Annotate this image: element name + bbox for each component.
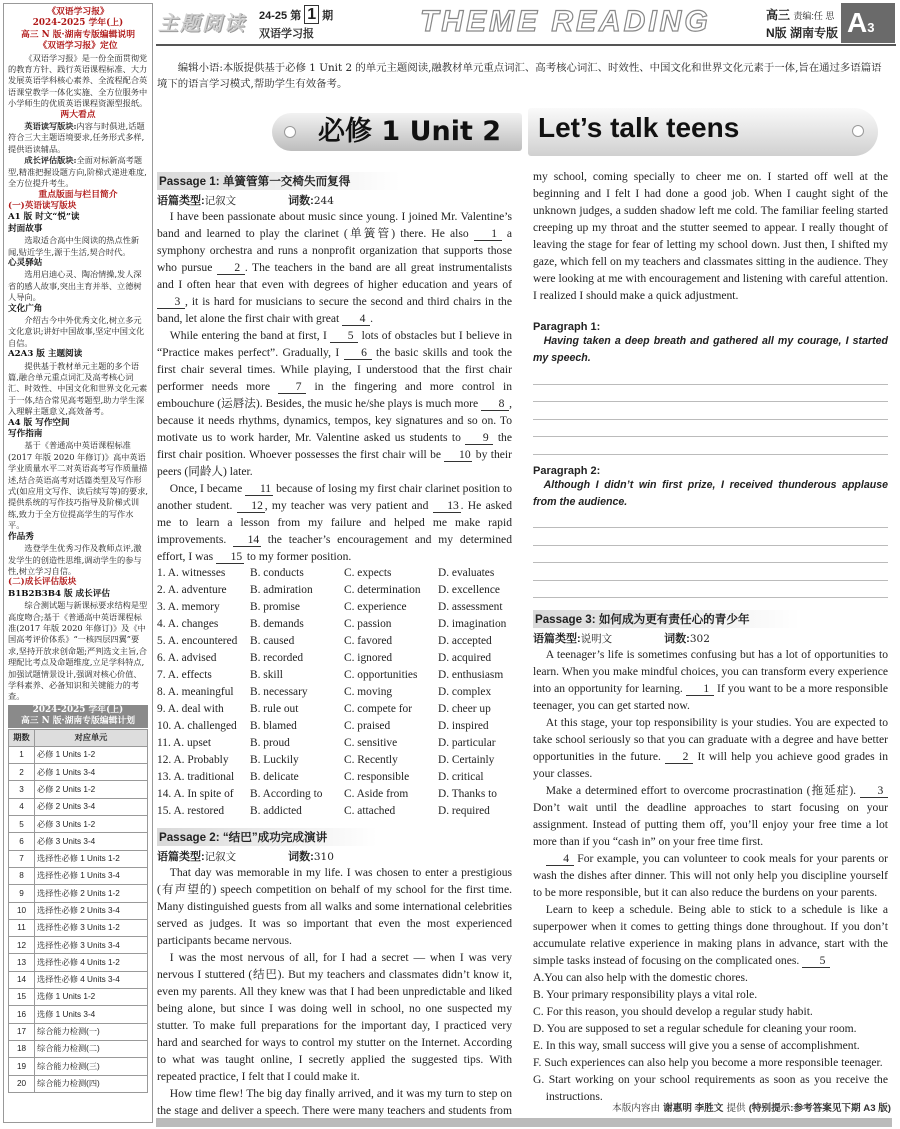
- sidebar-year: 2024-2025 学年(上): [32, 18, 124, 29]
- plan-unit: 选择性必修 3 Units 1-2: [35, 919, 148, 936]
- answer-option[interactable]: 5. A. encountered: [157, 635, 238, 647]
- unit-title: 必修 1 Unit 2: [318, 116, 502, 147]
- passage-3-para-1: A teenager’s life is sometimes confusing but has a lot of opportunities to learn. When you make mindful choices, you can transform every experience into an opportunity for learning. 1 If you want to be a more responsible teenager, you can get started now.: [533, 648, 888, 712]
- writing-line[interactable]: [533, 546, 888, 564]
- answer-blank[interactable]: 1: [474, 227, 502, 241]
- plan-row: [9, 971, 148, 988]
- answer-option[interactable]: B. proud: [250, 737, 290, 749]
- plan-issue-number: 11: [9, 919, 35, 936]
- answer-option[interactable]: C. Aside from: [344, 788, 409, 800]
- answer-option[interactable]: C. praised: [344, 720, 391, 732]
- passage-3-meta: 语篇类型:说明文 词数:302: [533, 633, 710, 645]
- answer-blank[interactable]: 15: [216, 550, 244, 564]
- answer-option[interactable]: B. According to: [250, 788, 323, 800]
- plan-header-unit: 对应单元: [35, 729, 148, 746]
- answer-option[interactable]: B. demands: [250, 618, 304, 630]
- plan-bar-title: 高三 N 版·湖南专版编辑计划: [8, 716, 148, 727]
- writing-line[interactable]: [533, 563, 888, 581]
- plan-unit: 选择性必修 1 Units 1-2: [35, 850, 148, 867]
- sidebar-a4: A4 版 写作空间: [8, 417, 70, 428]
- paragraph-1-start: Having taken a deep breath and gathered all my courage, I started my speech.: [533, 335, 888, 364]
- plan-row: [9, 919, 148, 936]
- plan-issue-number: 8: [9, 867, 35, 884]
- passage-1-para-2: While entering the band at first, I 5 lots of obstacles but I believe in “Practice makes perfect”. Gradually, I 6 the basic skills and took the first chair several times. While playing, I understood that the first chair performer needs more 7 in the fingering and more control in embouchure (运唇法). Besides, the music he/she plays is much more 8 , because it needs rhythms, dynamics, tempos, key signatures and so on. To motivate us to work harder, Mr. Valentine asked us students to 9 the first chair position. Whoever possesses the first chair will be 10 by their peers (同龄人) later.: [157, 329, 512, 478]
- answer-option[interactable]: D. assessment: [438, 601, 503, 613]
- answer-option[interactable]: 8. A. meaningful: [157, 686, 234, 698]
- plan-row: [9, 1075, 148, 1092]
- passage-3-para-2: At this stage, your top responsibility is your studies. You are expected to take school seriously so that you can graduate with a degree and have better opportunities in the future. 2 It will help you achieve good grades in your classes.: [533, 716, 888, 780]
- answer-option[interactable]: 11. A. upset: [157, 737, 211, 749]
- bullet-icon: [852, 125, 864, 137]
- answer-option[interactable]: D. critical: [438, 771, 484, 783]
- sidebar-title: 《双语学习报》: [47, 7, 109, 17]
- plan-unit: 选修 1 Units 1-2: [35, 989, 148, 1006]
- passage-3-para-4: 4 For example, you can volunteer to cook meals for your parents or wash the dishes after dinner. This will not only help you discipline yourself to be more responsible, but it can also reduce the burdens on your parents.: [533, 852, 888, 899]
- answer-option[interactable]: D. imagination: [438, 618, 507, 630]
- plan-issue-number: 14: [9, 971, 35, 988]
- plan-issue-number: 3: [9, 781, 35, 798]
- answer-option[interactable]: C. ignored: [344, 652, 393, 664]
- answer-option[interactable]: 15. A. restored: [157, 805, 225, 817]
- answer-blank[interactable]: 1: [686, 682, 714, 696]
- answer-blank[interactable]: 14: [233, 533, 261, 547]
- plan-issue-number: 5: [9, 816, 35, 833]
- plan-row: [9, 764, 148, 781]
- sidebar-a1b: 心灵驿站: [8, 257, 43, 268]
- sidebar-a2: A2A3 版 主题阅读: [8, 349, 83, 360]
- unit-banner-right: [528, 108, 878, 156]
- sidebar-a4b: 作品秀: [8, 531, 34, 542]
- plan-row: [9, 798, 148, 815]
- passage-2-para-3-continued: [533, 168, 888, 321]
- plan-unit: 综合能力检测(三): [35, 1058, 148, 1075]
- sidebar-a1b-text: 选用启迪心灵、陶冶情操,发人深省的感人故事,突出主育并举、立德树人导向。: [8, 269, 142, 303]
- answer-blank[interactable]: 2: [665, 750, 693, 764]
- writing-line[interactable]: [533, 528, 888, 546]
- plan-issue-number: 20: [9, 1075, 35, 1092]
- plan-unit: 必修 3 Units 1-2: [35, 816, 148, 833]
- plan-row: [9, 816, 148, 833]
- right-column: [533, 168, 888, 1105]
- answer-option[interactable]: 7. A. effects: [157, 669, 212, 681]
- sidebar-a1a-text: 选取适合高中生阅读的热点性新闻,贴近学生,源于生活,契合时代。: [8, 235, 140, 257]
- paragraph-2-start: Although I didn’t win first prize, I received thunderous applause from the audience.: [533, 478, 888, 508]
- header-rule: [156, 44, 896, 46]
- sidebar-section-1: (一)英语读写版块: [8, 200, 77, 211]
- plan-unit: 必修 2 Units 1-2: [35, 781, 148, 798]
- writing-line[interactable]: [533, 437, 888, 455]
- passage-1-options: [157, 565, 512, 820]
- answer-option[interactable]: B. admiration: [250, 584, 313, 596]
- issue-number: 1: [304, 5, 319, 24]
- answer-option[interactable]: C. determination: [344, 584, 421, 596]
- answer-option[interactable]: C. attached: [344, 805, 396, 817]
- answer-option[interactable]: 10. A. challenged: [157, 720, 237, 732]
- plan-issue-number: 1: [9, 746, 35, 763]
- plan-header-issue: 期数: [9, 729, 35, 746]
- answer-option[interactable]: C. experience: [344, 601, 407, 613]
- sidebar-b1: B1B2B3B4 版 成长评估: [8, 588, 110, 599]
- plan-issue-number: 4: [9, 798, 35, 815]
- brand-logo: 主题阅读: [158, 11, 246, 35]
- answer-blank[interactable]: 11: [245, 482, 273, 496]
- plan-row: [9, 954, 148, 971]
- answer-option[interactable]: B. blamed: [250, 720, 297, 732]
- answer-option[interactable]: D. inspired: [438, 720, 489, 732]
- answer-option[interactable]: C. responsible: [344, 771, 410, 783]
- answer-option[interactable]: D. Thanks to: [438, 788, 497, 800]
- passage-1-heading: Passage 1: 单簧管第一交椅失而复得: [157, 172, 400, 190]
- sidebar-a1c: 文化广角: [8, 303, 43, 314]
- answer-blank[interactable]: 6: [344, 346, 372, 360]
- answer-option[interactable]: 1. A. witnesses: [157, 567, 226, 579]
- paper-name: 双语学习报: [259, 28, 314, 40]
- sidebar-highlights-heading: 两大看点: [60, 109, 96, 120]
- sidebar-a4a-text: 基于《普通高中英语课程标准(2017 年版 2020 年修订)》高中英语学业质量水平二对英语高考写作质量描述,结合英语高考对话篇类型及写作形式(如应用文写作、读后续写等)的要求,提供系统的写作技巧指导及阶梯式训练,致力于全方位提高学生的写作水平。: [8, 440, 148, 531]
- sidebar-columns-heading: 重点版面与栏目简介: [38, 189, 118, 200]
- answer-option[interactable]: 14. A. In spite of: [157, 788, 234, 800]
- answer-option[interactable]: B. caused: [250, 635, 295, 647]
- passage-1-meta: 语篇类型:记叙文 词数:244: [157, 195, 334, 207]
- sidebar-a4b-text: 选登学生优秀习作及教师点评,激发学生的创造性思维,调动学生的参与性,树立学习自信。: [8, 543, 142, 576]
- answer-option[interactable]: C. For this reason, you should develop a regular study habit.: [533, 1005, 813, 1018]
- passage-3-heading: Passage 3: 如何成为更有责任心的青少年: [533, 610, 800, 628]
- editor: 责编:任 思: [793, 11, 835, 21]
- passage-1-para-1: I have been passionate about music since young. I joined Mr. Valentine’s band and learned to play the clarinet (单簧管) there. He also 1 a symphony orchestra and runs a nonprofit organization that supports those who pursue 2 . The teachers in the band are all great instrumentalists and I often hear that even with degrees of higher education and years of 3 , it is hard for musicians to secure the second and third chairs in the band, let alone the first chair with great 4 .: [157, 210, 512, 325]
- passage-2-para-2: I was the most nervous of all, for I had a secret — when I was very nervous I stuttered (结巴). But my teachers and classmates didn’t know it, even my parents. All they knew was that I had been unpredictable and liked being alone, but since I was doing well in school, no one suspected my stutter. To make full preparations for the important day, I practiced very hard and searched for ways to control my stutter on the Internet. According to what was taught online, I secretly applied the suggested tips. With repeated practice, I felt that I could make it.: [157, 951, 512, 1083]
- answer-option[interactable]: D. required: [438, 805, 490, 817]
- plan-unit: 综合能力检测(一): [35, 1023, 148, 1040]
- plan-row: [9, 781, 148, 798]
- passage-3-para-3: Make a determined effort to overcome procrastination (拖延症). 3 Don’t wait until the deadline approaches to start focusing on your assignment. Instead of putting them off, you’ll enjoy your free time a lot more than if you “cash in” on your free time first.: [533, 784, 888, 848]
- answer-blank[interactable]: 3: [860, 784, 888, 798]
- writing-line[interactable]: [533, 420, 888, 438]
- issue-date: 24-25 第 1 期: [259, 6, 334, 23]
- answer-option[interactable]: C. expects: [344, 567, 392, 579]
- sidebar-a2-text: 提供基于教材单元主题的多个语篇,融合单元重点词汇及高考核心词汇、时效性、中国文化和世界文化元素于一体,结合常见高考题型,助力学生深入理解主题意义,高效备考。: [8, 360, 148, 417]
- plan-row: [9, 1058, 148, 1075]
- answer-option[interactable]: G. Start working on your school requirements as soon as you receive the instructions.: [533, 1073, 888, 1103]
- answer-option[interactable]: B. promise: [250, 601, 300, 613]
- plan-issue-number: 13: [9, 954, 35, 971]
- answer-option[interactable]: B. recorded: [250, 652, 304, 664]
- left-column: [157, 172, 512, 1119]
- passage-3-options: [533, 969, 888, 1105]
- sidebar-a1: A1 版 时文“悦”读: [8, 212, 80, 223]
- editor-note: 编辑小语:本版提供基于必修 1 Unit 2 的单元主题阅读,融教材单元重点词汇、高考核心词汇、时效性、中国文化和世界文化元素于一体,旨在通过多语篇语境下的语言学习模式,帮助学生有效备考。: [157, 62, 882, 90]
- sidebar-position-text: 《双语学习报》是一份全面贯彻党的教育方针、践行英语课程标准、大力发展英语学科核心素养、全流程配合英语课堂教学一体化实施、全方位服务中小学师生的优质英语课程资源型报纸。: [8, 52, 148, 109]
- sidebar-highlight-1: 英语读写版块:内容与时俱进,话题符合三大主题语境要求,任务形式多样,提供语读辅品。: [8, 121, 145, 154]
- sidebar-position-heading: 《双语学习报》定位: [38, 41, 118, 52]
- plan-unit: 选择性必修 4 Units 1-2: [35, 954, 148, 971]
- plan-issue-number: 17: [9, 1023, 35, 1040]
- plan-unit: 选择性必修 3 Units 3-4: [35, 937, 148, 954]
- answer-option[interactable]: B. delicate: [250, 771, 299, 783]
- sidebar-edition: 高三 N 版·湖南专版编辑说明: [21, 29, 135, 40]
- passage-1-para-3: Once, I became 11 because of losing my first chair clarinet position to another student. 12 , my teacher was very patient and 13 . He asked me to learn a lesson from my failure and helped me make rapid improvements. 14 the teacher’s encouragement and my determined effort, I was 15 to my former position.: [157, 482, 512, 563]
- plan-row: [9, 937, 148, 954]
- answer-option[interactable]: C. compete for: [344, 703, 413, 715]
- plan-unit: 选择性必修 2 Units 3-4: [35, 902, 148, 919]
- answer-blank[interactable]: 3: [157, 295, 185, 309]
- plan-unit: 选择性必修 4 Units 3-4: [35, 971, 148, 988]
- plan-row: [9, 867, 148, 884]
- plan-issue-number: 19: [9, 1058, 35, 1075]
- paragraph-2-label: Paragraph 2:: [533, 464, 601, 477]
- paragraph-1-label: Paragraph 1:: [533, 321, 601, 333]
- answer-option[interactable]: B. addicted: [250, 805, 302, 817]
- plan-row: [9, 989, 148, 1006]
- plan-issue-number: 10: [9, 902, 35, 919]
- answer-blank[interactable]: 8: [481, 397, 509, 411]
- answer-blank[interactable]: 10: [444, 448, 472, 462]
- answer-blank[interactable]: 7: [278, 380, 306, 394]
- answer-blank[interactable]: 5: [802, 954, 830, 968]
- plan-unit: 选择性必修 2 Units 1-2: [35, 885, 148, 902]
- writing-line[interactable]: [533, 385, 888, 403]
- sidebar-highlight-2: 成长评估版块:全面对标新高考题型,精准把握设题方向,阶梯式递进难度,全方位提升考生。: [8, 155, 147, 189]
- edit-plan-table: [8, 729, 148, 1093]
- sidebar-section-2: (二)成长评估版块: [8, 577, 77, 588]
- answer-blank[interactable]: 13: [433, 499, 461, 513]
- answer-option[interactable]: D. excellence: [438, 584, 500, 596]
- sidebar-b1-text: 综合测试题与新课标要求结构是型高度吻合;基于《普通高中英语课程标准(2017 年版 2020 年修订)》及《中国高考评价体系》“一核四层四翼”要求,坚持开放求创命题;严判选文主旨,合理配比考点及命题维度,立足学科特点,加强试题情景设计,强调对核心价值、学科素养、必备知识和关键能力的考查。: [8, 600, 148, 702]
- passage-2-heading: Passage 2: “结巴”成功完成演讲: [157, 828, 377, 846]
- plan-unit: 必修 1 Units 3-4: [35, 764, 148, 781]
- plan-issue-number: 7: [9, 850, 35, 867]
- answer-option[interactable]: B. rule out: [250, 703, 299, 715]
- writing-line[interactable]: [533, 367, 888, 385]
- plan-issue-number: 12: [9, 937, 35, 954]
- answer-option[interactable]: F. Such experiences can also help you become a more responsible teenager.: [533, 1056, 883, 1069]
- plan-row: [9, 850, 148, 867]
- answer-option[interactable]: D. evaluates: [438, 567, 495, 579]
- answer-option[interactable]: D. complex: [438, 686, 492, 698]
- plan-unit: 必修 3 Units 3-4: [35, 833, 148, 850]
- answer-option[interactable]: 12. A. Probably: [157, 754, 229, 766]
- plan-row: [9, 1040, 148, 1057]
- answer-option[interactable]: E. In this way, small success will give you a sense of accomplishment.: [533, 1039, 860, 1052]
- answer-option[interactable]: B. Your primary responsibility plays a vital role.: [533, 988, 758, 1001]
- answer-option[interactable]: B. necessary: [250, 686, 308, 698]
- plan-row: [9, 1023, 148, 1040]
- passage-2-para-1: That day was memorable in my life. I was chosen to enter a prestigious (有声望的) speech competition on behalf of my school for the first time. Many distinguished guests from all walks and some international celebrities served as judges. It was so important that even the most experienced participants became nervous.: [157, 866, 512, 947]
- answer-option[interactable]: D. cheer up: [438, 703, 491, 715]
- sidebar-a1c-text: 介绍古今中外优秀文化,树立多元文化意识;讲好中国故事,坚定中国文化自信。: [8, 314, 145, 348]
- answer-option[interactable]: C. sensitive: [344, 737, 398, 749]
- plan-unit: 综合能力检测(二): [35, 1040, 148, 1057]
- plan-unit: 必修 2 Units 3-4: [35, 798, 148, 815]
- answer-blank[interactable]: 2: [217, 261, 245, 275]
- answer-option[interactable]: C. Recently: [344, 754, 398, 766]
- plan-issue-number: 9: [9, 885, 35, 902]
- plan-issue-number: 16: [9, 1006, 35, 1023]
- plan-issue-number: 18: [9, 1040, 35, 1057]
- answer-option[interactable]: 2. A. adventure: [157, 584, 227, 596]
- sidebar-a4a: 写作指南: [8, 429, 43, 440]
- passage-2-para-3: How time flew! The big day finally arrived, and it was my turn to step on the stage and deliver a speech. There were many teachers and students from: [157, 1087, 512, 1117]
- passage-3-para-5: Learn to keep a schedule. Being able to stick to a schedule is like a superpower when it comes to getting things done throughout. If you don’t accumulate relative experience in making plans in advance, start with the simple tasks instead of focusing on the complicated ones. 5: [533, 903, 888, 967]
- answer-option[interactable]: B. conducts: [250, 567, 304, 579]
- answer-option[interactable]: 13. A. traditional: [157, 771, 235, 783]
- answer-option[interactable]: C. opportunities: [344, 669, 418, 681]
- grade-label: 高三 责编:任 思: [766, 8, 835, 22]
- answer-option[interactable]: D. particular: [438, 737, 496, 749]
- answer-option[interactable]: D. enthusiasm: [438, 669, 504, 681]
- plan-row: [9, 1006, 148, 1023]
- answer-option[interactable]: D. accepted: [438, 635, 492, 647]
- edition-label: N版 湖南专版: [766, 26, 839, 40]
- answer-option[interactable]: B. Luckily: [250, 754, 299, 766]
- answer-option[interactable]: 3. A. memory: [157, 601, 220, 613]
- answer-blank[interactable]: 4: [342, 312, 370, 326]
- plan-row: [9, 746, 148, 763]
- answer-option[interactable]: C. moving: [344, 686, 393, 698]
- answer-option[interactable]: C. favored: [344, 635, 393, 647]
- plan-issue-number: 6: [9, 833, 35, 850]
- answer-option[interactable]: B. skill: [250, 669, 283, 681]
- answer-option[interactable]: D. Certainly: [438, 754, 495, 766]
- answer-option[interactable]: A.You can also help with the domestic chores.: [533, 971, 748, 984]
- writing-line[interactable]: [533, 511, 888, 529]
- passage-2-meta: 语篇类型:记叙文 词数:310: [157, 851, 334, 863]
- sidebar-a1a: 封面故事: [8, 223, 43, 234]
- page-badge: A3: [841, 3, 895, 43]
- plan-issue-number: 15: [9, 989, 35, 1006]
- plan-row: [9, 885, 148, 902]
- plan-unit: 选修 1 Units 3-4: [35, 1006, 148, 1023]
- answer-option[interactable]: 4. A. changes: [157, 618, 219, 630]
- answer-blank[interactable]: 5: [330, 329, 358, 343]
- footer-credit: 本版内容由 谢惠明 李胜文 提供 (特别提示:参考答案见下期 A3 版): [612, 1103, 891, 1114]
- plan-row: [9, 902, 148, 919]
- plan-row: [9, 833, 148, 850]
- unit-banner-left: [272, 113, 522, 151]
- answer-option[interactable]: D. acquired: [438, 652, 492, 664]
- editorial-sidebar: [3, 3, 153, 1123]
- answer-blank[interactable]: 9: [465, 431, 493, 445]
- plan-unit: 必修 1 Units 1-2: [35, 746, 148, 763]
- bullet-icon: [284, 126, 296, 138]
- passage-2-para-3-text: my school, coming specially to cheer me on. I started off well at the beginning and I felt I had done a good job. When I caught sight of the unknown judges, a sudden shadow left me cold. The familiar feeling started creeping up my throat and the stutter seemed to appear. I really thought of leaving the stage for fear of letting my school down. Just then, I shifted my gaze, which fell on my teachers and classmates sitting in the audience. They were looking at me with encouragement and listening with careful attention. I realized I should make a quick adjustment.: [533, 170, 888, 302]
- plan-unit: 综合能力检测(四): [35, 1075, 148, 1092]
- plan-unit: 选择性必修 1 Units 3-4: [35, 867, 148, 884]
- answer-option[interactable]: 6. A. advised: [157, 652, 217, 664]
- unit-theme: Let’s talk teens: [538, 112, 740, 143]
- unit-banner: [272, 108, 878, 156]
- answer-option[interactable]: C. passion: [344, 618, 392, 630]
- writing-line[interactable]: [533, 402, 888, 420]
- writing-line[interactable]: [533, 581, 888, 599]
- answer-blank[interactable]: 4: [546, 852, 574, 866]
- answer-option[interactable]: D. You are supposed to set a regular schedule for cleaning your room.: [533, 1022, 857, 1035]
- bottom-rule: [156, 1118, 892, 1127]
- plan-bar-year: 2024-2025 学年(上): [8, 705, 148, 716]
- theme-title: THEME READING: [420, 5, 711, 38]
- plan-issue-number: 2: [9, 764, 35, 781]
- answer-blank[interactable]: 12: [237, 499, 265, 513]
- answer-option[interactable]: 9. A. deal with: [157, 703, 224, 715]
